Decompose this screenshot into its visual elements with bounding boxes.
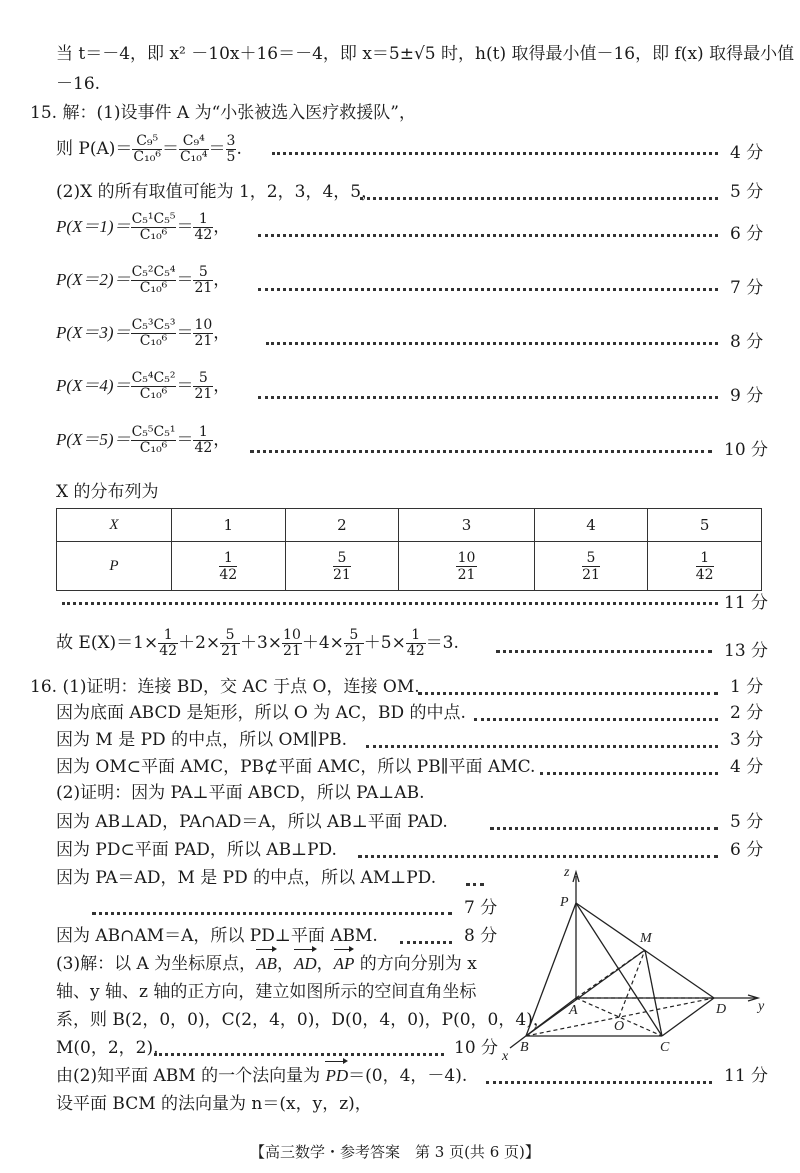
dist-title: X 的分布列为 bbox=[56, 482, 159, 502]
q16-line-5: (2)证明：因为 PA⊥平面 ABCD，所以 PA⊥AB. bbox=[56, 783, 425, 803]
prob-result bbox=[193, 318, 213, 349]
q16-part3-line-6: 设平面 BCM 的法向量为 n＝(x，y，z)， bbox=[56, 1094, 372, 1114]
dot-leader bbox=[466, 881, 484, 886]
frac-den: 5 bbox=[226, 149, 236, 165]
prob-result bbox=[193, 425, 213, 456]
vector-ap: AP bbox=[334, 952, 355, 976]
cell-frac bbox=[219, 550, 237, 583]
frac-num: C₅³C₅³ bbox=[131, 317, 176, 333]
ex-term: ＋4× bbox=[301, 633, 344, 653]
dot-leader bbox=[496, 648, 712, 653]
pa-prefix: 则 P(A)＝ bbox=[56, 139, 133, 159]
prob-lhs: P(X＝2)＝ bbox=[56, 270, 131, 289]
dot-leader bbox=[92, 910, 452, 915]
pa-frac-1 bbox=[132, 134, 162, 165]
label-o: O bbox=[614, 1019, 625, 1034]
text: ＝(0，4，－4). bbox=[348, 1066, 468, 1086]
frac-den: C₁₀⁴ bbox=[179, 149, 208, 165]
frac-den: C₁₀⁶ bbox=[139, 440, 168, 456]
score-2: 2 分 bbox=[730, 703, 764, 723]
ex-frac bbox=[282, 628, 302, 659]
distribution-table bbox=[56, 508, 762, 591]
table-cell bbox=[648, 542, 762, 591]
text: 由(2)知平面 ABM 的一个法向量为 bbox=[56, 1066, 326, 1086]
prob-frac bbox=[131, 265, 177, 296]
ex-term: ＋5× bbox=[363, 633, 406, 653]
score-5: 5 分 bbox=[730, 182, 764, 202]
frac-den: 21 bbox=[344, 643, 363, 659]
ex-prefix: 故 E(X)＝1× bbox=[56, 633, 159, 653]
frac-num: 5 bbox=[220, 628, 240, 644]
frac-den: 21 bbox=[457, 566, 476, 583]
label-m: M bbox=[640, 931, 652, 946]
label-z: z bbox=[564, 865, 570, 880]
dot-leader bbox=[400, 939, 452, 944]
cell-frac bbox=[333, 550, 351, 583]
vector-ad: AD bbox=[294, 952, 317, 976]
table-cell bbox=[285, 542, 399, 591]
prob-row-2: P(X＝2)＝ $\frac{\text{C₅²C₅⁴}}{\text{C₁₀⁶}}$ ＝ $\frac{5}{21}$ ， bbox=[56, 264, 231, 296]
score-7b: 7 分 bbox=[464, 898, 498, 918]
prob-lhs: P(X＝1)＝ bbox=[56, 217, 131, 236]
q16-line-1: 16. (1)证明：连接 BD，交 AC 于点 O，连接 OM. bbox=[30, 677, 420, 697]
prob-result bbox=[193, 371, 213, 402]
expectation-line bbox=[56, 628, 459, 659]
q15-heading: 15. 解：(1)设事件 A 为“小张被选入医疗救援队”， bbox=[30, 103, 416, 123]
table-row bbox=[57, 509, 762, 542]
frac-den: 21 bbox=[194, 333, 213, 349]
vector-ab: AB bbox=[256, 952, 277, 976]
frac-den: 42 bbox=[159, 643, 178, 659]
q16-part3-line-3: 系，则 B(2，0，0)，C(2，4，0)，D(0，4，0)，P(0，0，4)， bbox=[56, 1010, 550, 1030]
score-10: 10 分 bbox=[724, 440, 769, 460]
score-6b: 6 分 bbox=[730, 840, 764, 860]
score-6: 6 分 bbox=[730, 224, 764, 244]
pa-frac-2 bbox=[179, 134, 209, 165]
frac-den: 42 bbox=[406, 643, 425, 659]
score-8b: 8 分 bbox=[464, 926, 498, 946]
edge-bm bbox=[526, 950, 645, 1036]
frac-num: 1 bbox=[696, 550, 714, 567]
frac-den: 21 bbox=[283, 643, 301, 659]
prob-frac bbox=[131, 425, 177, 456]
q16-line-10: 因为 AB∩AM＝A，所以 PD⊥平面 ABM. bbox=[56, 926, 378, 946]
frac-num: C₅¹C₅⁵ bbox=[131, 211, 176, 227]
q16-line-4: 因为 OM⊂平面 AMC，PB⊄平面 AMC，所以 PB∥平面 AMC. bbox=[56, 757, 536, 777]
prob-row-3: P(X＝3)＝ $\frac{\text{C₅³C₅³}}{\text{C₁₀⁶}}$ ＝ $\frac{10}{21}$ ， bbox=[56, 317, 231, 349]
frac-num: C₉⁴ bbox=[179, 134, 209, 150]
ex-term: ＋2× bbox=[178, 633, 221, 653]
prob-frac bbox=[131, 212, 177, 243]
dot-leader bbox=[266, 340, 718, 345]
prob-frac bbox=[131, 371, 177, 402]
table-row bbox=[57, 542, 762, 591]
table-cell: 5 bbox=[648, 509, 762, 542]
label-b: B bbox=[520, 1040, 529, 1055]
frac-num: C₉⁵ bbox=[132, 134, 162, 150]
table-cell bbox=[399, 542, 534, 591]
q16-line-3: 因为 M 是 PD 的中点，所以 OM∥PB. bbox=[56, 730, 348, 750]
text: 的方向分别为 x bbox=[354, 954, 477, 974]
table-cell: 2 bbox=[285, 509, 399, 542]
q16-line-6: 因为 AB⊥AD，PA∩AD＝A，所以 AB⊥平面 PAD. bbox=[56, 812, 448, 832]
frac-den: C₁₀⁶ bbox=[139, 280, 168, 296]
top-line-2: －16. bbox=[56, 74, 101, 94]
frac-den: 21 bbox=[194, 280, 213, 296]
score-7: 7 分 bbox=[730, 278, 764, 298]
dot-leader bbox=[474, 716, 718, 721]
dot-leader bbox=[258, 286, 718, 291]
q16-line-2: 因为底面 ABCD 是矩形，所以 O 为 AC，BD 的中点. bbox=[56, 703, 466, 723]
frac-den: 21 bbox=[221, 643, 239, 659]
frac-den: C₁₀⁶ bbox=[139, 227, 168, 243]
table-cell: 3 bbox=[399, 509, 534, 542]
prob-lhs: P(X＝4)＝ bbox=[56, 376, 131, 395]
frac-den: 42 bbox=[194, 227, 213, 243]
cell-frac bbox=[456, 550, 478, 583]
q16-part3-line-5 bbox=[56, 1064, 467, 1088]
dot-leader bbox=[250, 448, 712, 453]
dot-leader bbox=[360, 195, 718, 200]
dot-leader bbox=[490, 825, 718, 830]
cell-frac bbox=[696, 550, 714, 583]
score-11b: 11 分 bbox=[724, 1066, 769, 1086]
score-9: 9 分 bbox=[730, 386, 764, 406]
frac-den: C₁₀⁶ bbox=[139, 333, 168, 349]
dot-leader bbox=[62, 600, 718, 605]
table-cell: 1 bbox=[172, 509, 286, 542]
score-4b: 4 分 bbox=[730, 757, 764, 777]
frac-den: C₁₀⁶ bbox=[133, 149, 161, 165]
label-p: P bbox=[560, 895, 569, 910]
q15-x-values: (2)X 的所有取值可能为 1，2，3，4，5， bbox=[56, 182, 379, 202]
prob-result bbox=[193, 265, 213, 296]
frac-num: 5 bbox=[582, 550, 600, 567]
dot-leader bbox=[154, 1051, 444, 1056]
ex-frac bbox=[220, 628, 240, 659]
frac-num: 5 bbox=[333, 550, 351, 567]
ex-end: ＝3. bbox=[425, 633, 459, 653]
frac-num: 1 bbox=[193, 425, 213, 441]
text: (3)解：以 A 为坐标原点， bbox=[56, 954, 257, 974]
frac-num: C₅²C₅⁴ bbox=[131, 264, 176, 280]
frac-num: 5 bbox=[344, 628, 364, 644]
page-footer: 【高三数学・参考答案 第 3 页(共 6 页)】 bbox=[250, 1143, 540, 1161]
prob-result bbox=[193, 212, 213, 243]
frac-den: 21 bbox=[582, 566, 600, 583]
ex-term: ＋3× bbox=[239, 633, 283, 653]
frac-den: 42 bbox=[219, 566, 238, 583]
pyramid-figure bbox=[490, 858, 780, 1068]
frac-den: 21 bbox=[194, 386, 213, 402]
score-3: 3 分 bbox=[730, 730, 764, 750]
score-8: 8 分 bbox=[730, 332, 764, 352]
score-1: 1 分 bbox=[730, 677, 764, 697]
ex-frac bbox=[406, 628, 426, 659]
dot-leader bbox=[258, 394, 718, 399]
frac-num: 1 bbox=[193, 212, 213, 228]
score-11: 11 分 bbox=[724, 593, 769, 613]
q16-line-8: 因为 PA＝AD，M 是 PD 的中点，所以 AM⊥PD. bbox=[56, 868, 437, 888]
frac-num: 10 bbox=[194, 317, 213, 333]
table-header-x: X bbox=[57, 509, 172, 542]
frac-num: 10 bbox=[283, 627, 301, 643]
prob-frac bbox=[131, 318, 177, 349]
frac-den: 42 bbox=[194, 440, 213, 456]
cell-frac bbox=[582, 550, 600, 583]
eq: ＝ bbox=[208, 139, 226, 159]
prob-lhs: P(X＝5)＝ bbox=[56, 430, 131, 449]
score-5b: 5 分 bbox=[730, 812, 764, 832]
top-line-1: 当 t＝－4，即 x² －10x＋16＝－4，即 x＝5±√5 时，h(t) 取得最小值－16，即 f(x) 取得最小值 bbox=[56, 44, 795, 64]
label-x: x bbox=[502, 1049, 509, 1064]
frac-num: C₅⁵C₅¹ bbox=[131, 424, 176, 440]
q15-pa-line: 则 P(A)＝ $\frac{\text{C₉⁵}}{\text{C₁₀⁶}}$ ＝ $\frac{\text{C₉⁴}}{\text{C₁₀⁴}}$ ＝ $\frac{3}{5}$ . bbox=[56, 133, 242, 165]
frac-num: C₅⁴C₅² bbox=[131, 370, 176, 386]
prob-row-4: P(X＝4)＝ $\frac{\text{C₅⁴C₅²}}{\text{C₁₀⁶}}$ ＝ $\frac{5}{21}$ ， bbox=[56, 370, 231, 402]
edge-cd bbox=[662, 998, 714, 1036]
q16-part3-line-2: 轴、y 轴、z 轴的正方向，建立如图所示的空间直角坐标 bbox=[56, 982, 477, 1002]
q16-line-7: 因为 PD⊂平面 PAD，所以 AB⊥PD. bbox=[56, 840, 337, 860]
frac-num: 5 bbox=[193, 371, 213, 387]
prob-row-5: P(X＝5)＝ $\frac{\text{C₅⁵C₅¹}}{\text{C₁₀⁶}}$ ＝ $\frac{1}{42}$ ， bbox=[56, 424, 231, 456]
label-c: C bbox=[660, 1040, 670, 1055]
frac-num: 1 bbox=[406, 628, 426, 644]
frac-den: C₁₀⁶ bbox=[139, 386, 168, 402]
frac-num: 5 bbox=[193, 265, 213, 281]
score-4: 4 分 bbox=[730, 143, 764, 163]
frac-num: 10 bbox=[457, 549, 476, 566]
pa-frac-3 bbox=[226, 134, 237, 165]
eq: ＝ bbox=[161, 139, 179, 159]
frac-num: 3 bbox=[226, 133, 236, 149]
dot-leader bbox=[540, 770, 718, 775]
dot-leader bbox=[486, 1079, 712, 1084]
prob-row-1: P(X＝1)＝ $\frac{\text{C₅¹C₅⁵}}{\text{C₁₀⁶}}$ ＝ $\frac{1}{42}$ ， bbox=[56, 211, 231, 243]
table-cell bbox=[534, 542, 648, 591]
q16-part3-line-1: (3)解：以 A 为坐标原点，AB，AD，AP 的方向分别为 x bbox=[56, 954, 477, 974]
vector-pd: PD bbox=[325, 1064, 348, 1088]
score-10b: 10 分 bbox=[454, 1038, 499, 1058]
frac-num: 1 bbox=[158, 628, 178, 644]
q16-part3-line-4: M(0，2，2). bbox=[56, 1038, 159, 1058]
dot-leader bbox=[258, 232, 718, 237]
ex-frac bbox=[158, 628, 178, 659]
dot-leader bbox=[272, 150, 718, 155]
label-y: y bbox=[758, 999, 765, 1014]
table-cell bbox=[172, 542, 286, 591]
table-header-p: P bbox=[57, 542, 172, 591]
frac-den: 42 bbox=[695, 566, 714, 583]
table-cell: 4 bbox=[534, 509, 648, 542]
label-a: A bbox=[569, 1003, 578, 1018]
label-d: D bbox=[716, 1002, 727, 1017]
score-13: 13 分 bbox=[724, 641, 769, 661]
frac-num: 1 bbox=[219, 550, 237, 567]
prob-lhs: P(X＝3)＝ bbox=[56, 323, 131, 342]
dot-leader bbox=[366, 743, 718, 748]
ex-frac bbox=[344, 628, 364, 659]
dot-leader bbox=[418, 690, 718, 695]
frac-den: 21 bbox=[333, 566, 351, 583]
